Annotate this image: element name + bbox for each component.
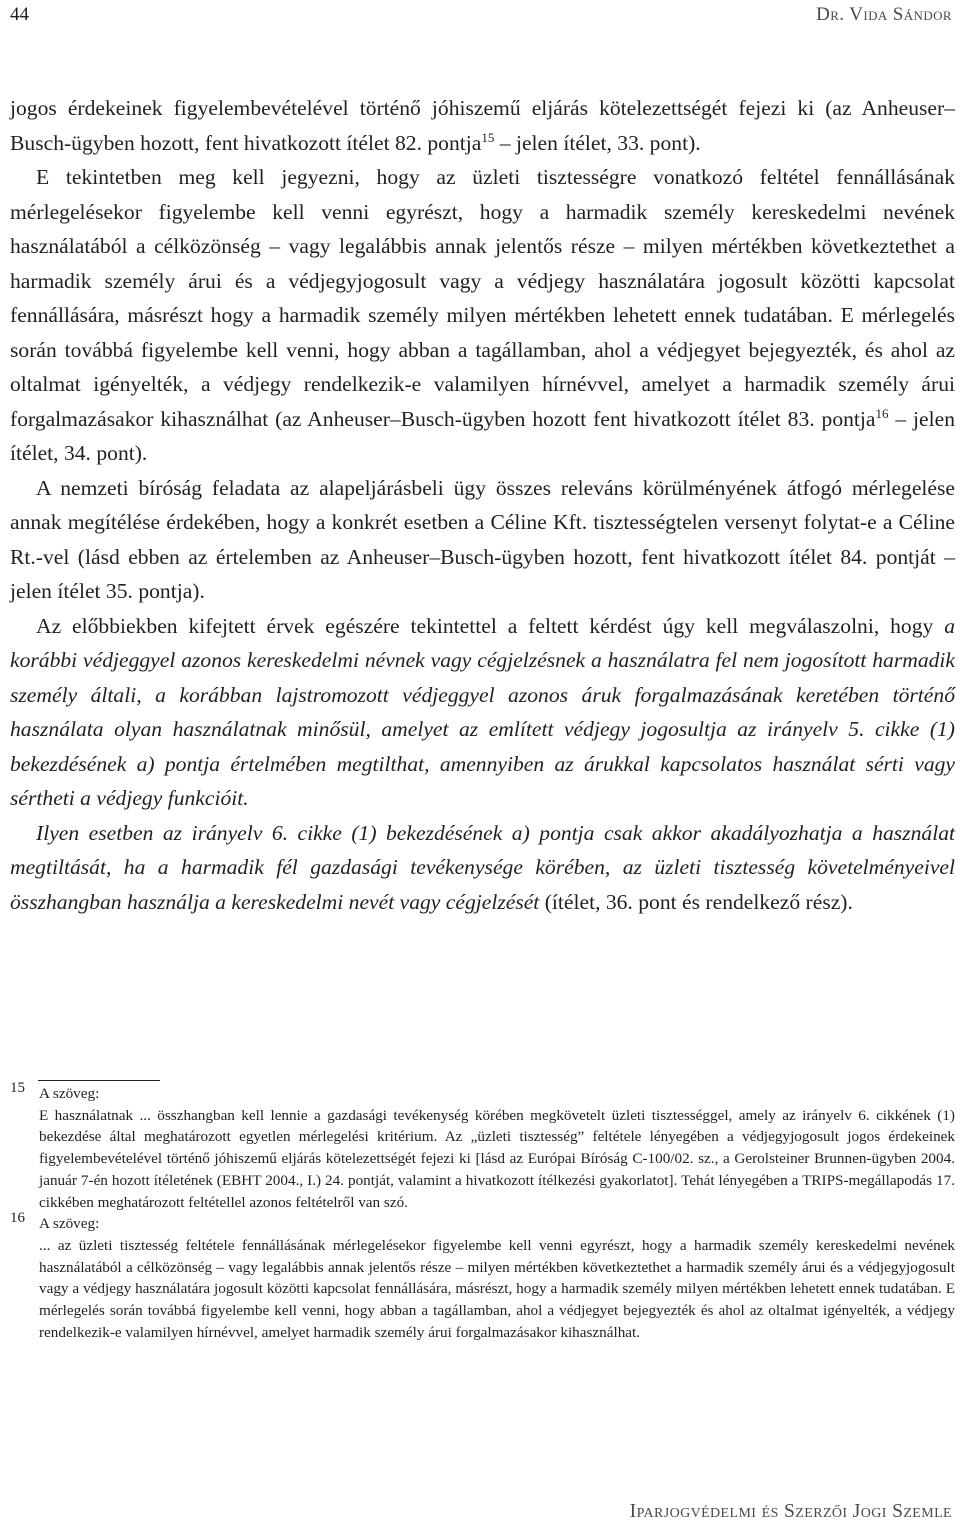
footnote-label: A szöveg: <box>39 1215 100 1233</box>
paragraph-5-italic: Ilyen esetben az irányelv 6. cikke (1) bekezdésének a) pontja csak akkor akadályozhatja a használat megtiltását, ha a harmadik fél gazdasági tevékenysége körében, az üzleti tisztesség követelményeivel összhangban használja a kereskedelmi nevét vagy cégjelzését <box>10 820 955 914</box>
page-number: 44 <box>10 4 29 25</box>
footnote-label: A szöveg: <box>39 1085 100 1102</box>
footnote-text: ... az üzleti tisztesség feltétele fennállásának mérlegelésekor figyelembe kell venni egyrészt, hogy a harmadik személy kereskedelmi nevének használatából a célközönség – vagy legalábbis annak jelentős része – milyen mértékben következtethet a harmadik személy árui és a védjegyjogosult vagy a védjegy használatára jogosult közötti kapcsolat fennállására, másrészt, hogy a harmadik személy milyen mértékben lehetett ennek tudatában. E mérlegelés során továbbá figyelembe kell venni, hogy abban a tagállamban, ahol a védjegyet bejegyezték és ahol az oltalmat igényelték, a védjegy rendelkezik-e valamilyen hírnévvel, amelyet harmadik személy árui forgalmazásakor kihasználhat. <box>39 1236 955 1341</box>
paragraph-5-end: (ítélet, 36. pont és rendelkező rész). <box>539 889 853 914</box>
footnotes <box>10 1080 955 1343</box>
paragraph-1 <box>10 91 955 160</box>
footnote-ref-15[interactable]: 15 <box>481 129 495 145</box>
footnote-rule <box>38 1080 160 1081</box>
paragraph-2-end: – jelen ítélet, 34. pont). <box>10 406 955 465</box>
paragraph-1-text: jogos érdekeinek figyelembevételével történő jóhiszemű eljárás kötelezettségét fejezi ki (az Anheuser–Busch-ügyben hozott, fent hivatkozott ítélet 82. pontja <box>10 96 955 155</box>
paragraph-2-text: E tekintetben meg kell jegyezni, hogy az üzleti tisztességre vonatkozó feltétel fennállásának mérlegelésekor figyelembe kell venni egyrészt, hogy a harmadik személy kereskedelmi nevének használatából a célközönség – vagy legalábbis annak jelentős része – milyen mértékben következtethet a harmadik személy árui és a védjegyjogosult vagy a védjegy használatára jogosult közötti kapcsolat fennállására, másrészt hogy a harmadik személy milyen mértékben lehetett ennek tudatában. E mérlegelés során továbbá figyelembe kell venni, hogy abban a tagállamban, ahol a védjegyet bejegyezték, és ahol az oltalmat igényelték, a védjegy rendelkezik-e valamilyen hírnévvel, amelyet a harmadik személy árui forgalmazásakor kihasználhat (az Anheuser–Busch-ügyben hozott fent hivatkozott ítélet 83. pontja <box>10 165 955 431</box>
paragraph-4-text: Az előbbiekben kifejtett érvek egészére tekintettel a feltett kérdést úgy kell megválaszolni, hogy <box>36 613 945 638</box>
footnote-number: 16 <box>10 1210 25 1227</box>
paragraph-3: A nemzeti bíróság feladata az alapeljárásbeli ügy összes releváns körülményének átfogó mérlegelése annak megítélése érdekében, hogy a konkrét esetben a Céline Kft. tisztességtelen versenyt folytat-e a Céline Rt.-vel (lásd ebben az értelemben az Anheuser–Busch-ügyben hozott, fent hivatkozott ítélet 84. pontját – jelen ítélet 35. pontja). <box>10 475 955 603</box>
paragraph-2 <box>10 160 955 471</box>
footnote-16 <box>10 1210 955 1343</box>
paragraph-4-italic: a korábbi védjeggyel azonos kereskedelmi névnek vagy cégjelzésnek a használatra fel nem jogosított harmadik személy általi, a korábban lajstromozott védjeggyel azonos áruk forgalmazásának keretében történő használata olyan használatnak minősül, amelyet az említett védjegy jogosultja az irányelv 5. cikke (1) bekezdésének a) pontja értelmében megtilthat, amennyiben az árukkal kapcsolatos használat sérti vagy sértheti a védjegy funkcióit. <box>10 613 955 810</box>
footnote-ref-16[interactable]: 16 <box>875 405 889 421</box>
footnote-text: E használatnak ... összhangban kell lennie a gazdasági tevékenység körében megkövetelt üzleti tisztességgel, amely az irányelv 6. cikkének (1) bekezdése által meghatározott egyetlen mérlegelési kritérium. Az „üzleti tisztesség” feltétele lényegében a védjegyjogosult jogos érdekeinek figyelembevételével történő jóhiszemű eljárás kötelezettségét fejezi ki [lásd az Európai Bíróság C-100/02. sz., a Gerolsteiner Brunnen-ügyben 2004. január 7-én hozott ítéletének (EBHT 2004., I.) 24. pontját, valamint a hivatkozott ítélkezési gyakorlatot]. Tehát lényegében a TRIPS-megállapodás 17. cikkében meghatározott feltétellel azonos feltételről van szó. <box>39 1106 955 1211</box>
paragraph-4 <box>10 609 955 816</box>
paragraph-1-end: – jelen ítélet, 33. pont). <box>494 130 701 155</box>
paragraph-5 <box>10 816 955 920</box>
running-head: Dr. Vida Sándor <box>816 4 952 25</box>
running-foot: Iparjogvédelmi és Szerzői Jogi Szemle <box>629 1501 952 1522</box>
body-text <box>10 91 955 919</box>
footnote-number: 15 <box>10 1080 25 1096</box>
footnote-15 <box>10 1080 955 1213</box>
